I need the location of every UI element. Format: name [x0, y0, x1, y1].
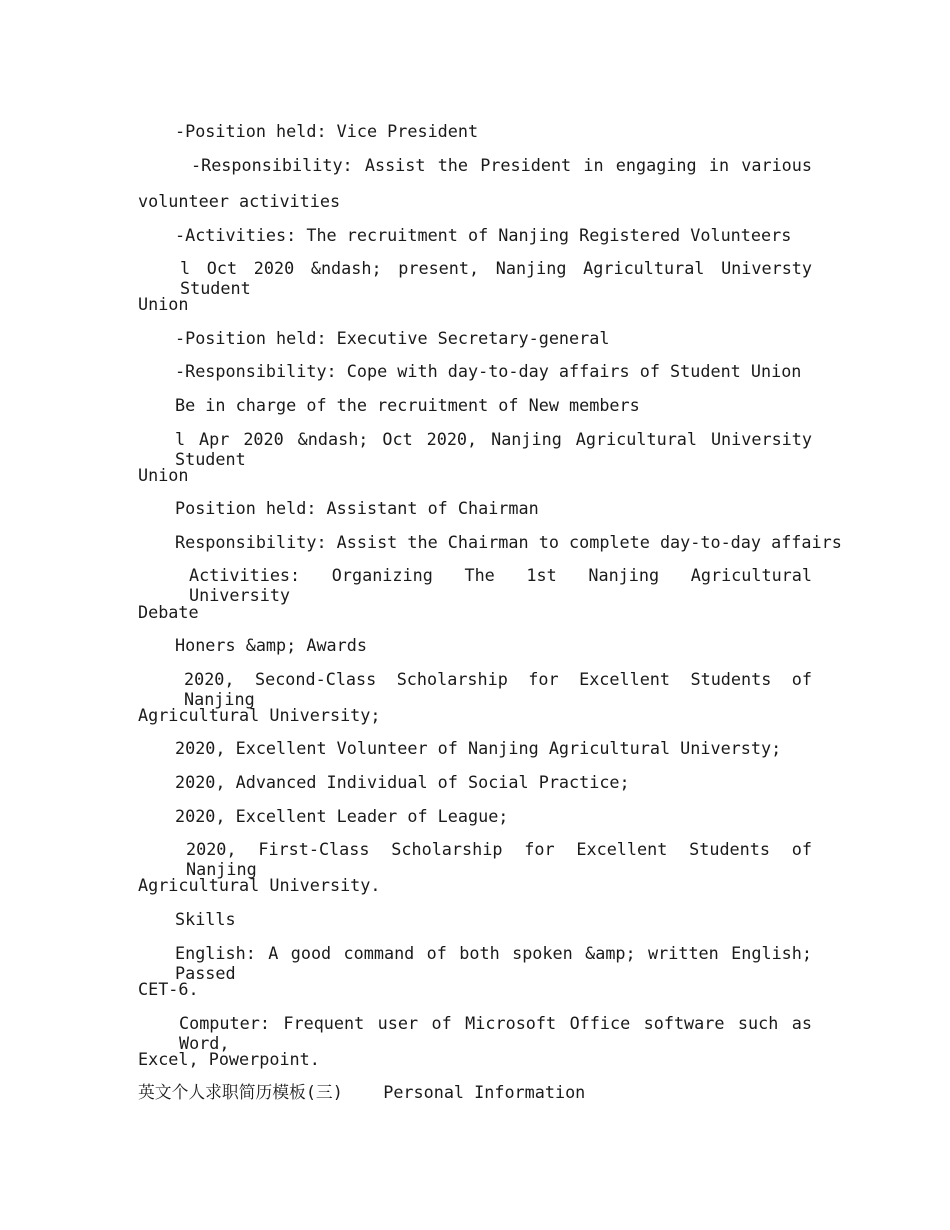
text-line: -Activities: The recruitment of Nanjing Registered Volunteers	[175, 225, 792, 245]
section-heading: 英文个人求职简历模板(三) Personal Information	[138, 1082, 586, 1102]
text-line: -Position held: Vice President	[175, 121, 479, 141]
text-line: volunteer activities	[138, 191, 341, 211]
text-line: 2020, Excellent Volunteer of Nanjing Agricultural Universty;	[175, 738, 782, 758]
text-line: Honers &amp; Awards	[175, 635, 367, 655]
text-line: 2020, Second-Class Scholarship for Excellent Students of Nanjing	[184, 669, 812, 709]
text-line: Excel, Powerpoint.	[138, 1049, 320, 1069]
text-line: Position held: Assistant of Chairman	[175, 498, 539, 518]
text-line: Agricultural University;	[138, 705, 381, 725]
text-line: English: A good command of both spoken &amp; written English; Passed	[175, 943, 812, 983]
text-line: CET-6.	[138, 979, 199, 999]
text-line: Responsibility: Assist the Chairman to complete day-to-day affairs	[175, 532, 842, 552]
text-line: Skills	[175, 909, 236, 929]
text-line: 2020, First-Class Scholarship for Excellent Students of Nanjing	[186, 839, 812, 879]
text-line: -Responsibility: Cope with day-to-day affairs of Student Union	[175, 361, 802, 381]
text-line: l Oct 2020 &ndash; present, Nanjing Agricultural Universty Student	[180, 258, 812, 298]
text-line: Union	[138, 465, 189, 485]
text-line: Union	[138, 294, 189, 314]
text-line: Computer: Frequent user of Microsoft Office software such as Word,	[179, 1013, 812, 1053]
text-line: Be in charge of the recruitment of New members	[175, 395, 640, 415]
text-line: 2020, Excellent Leader of League;	[175, 806, 509, 826]
text-line: Agricultural University.	[138, 875, 381, 895]
text-line: Debate	[138, 602, 199, 622]
text-line: -Responsibility: Assist the President in engaging in various	[191, 155, 812, 175]
text-line: 2020, Advanced Individual of Social Practice;	[175, 772, 630, 792]
text-line: Activities: Organizing The 1st Nanjing Agricultural University	[189, 565, 812, 605]
text-line: -Position held: Executive Secretary-general	[175, 328, 610, 348]
text-line: l Apr 2020 &ndash; Oct 2020, Nanjing Agricultural University Student	[175, 429, 812, 469]
